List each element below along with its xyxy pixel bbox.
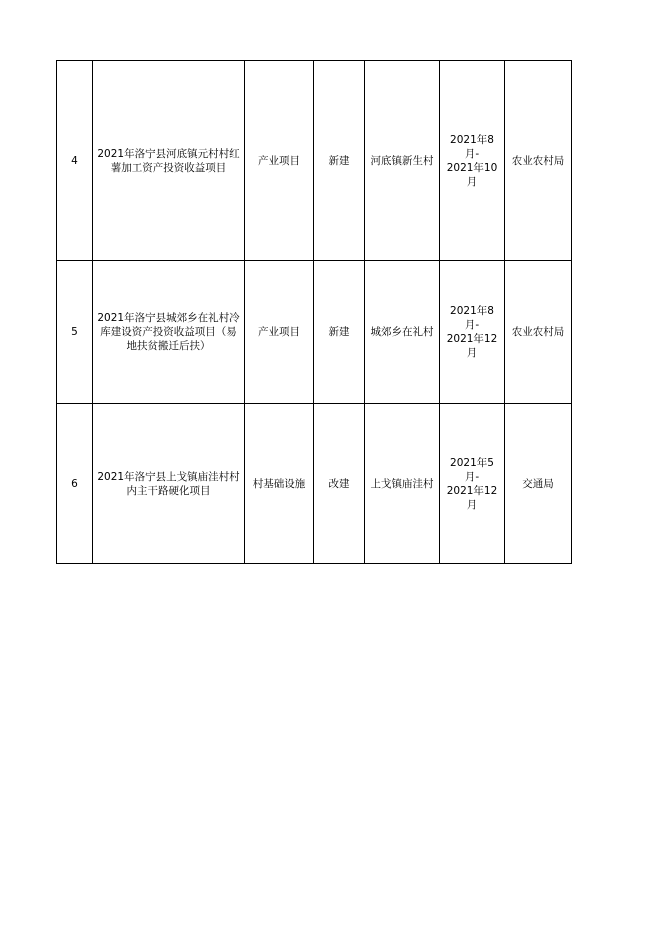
project-name: 2021年洛宁县上戈镇庙洼村村内主干路硬化项目 <box>93 404 245 564</box>
responsible-department: 农业农村局 <box>505 61 572 261</box>
construction-nature: 新建 <box>314 261 365 404</box>
table-row <box>57 61 572 261</box>
table-row <box>57 404 572 564</box>
project-category: 产业项目 <box>245 261 314 404</box>
period-start: 2021年5月- <box>450 456 494 483</box>
responsible-department: 农业农村局 <box>505 261 572 404</box>
construction-nature: 新建 <box>314 61 365 261</box>
project-name: 2021年洛宁县城郊乡在礼村冷库建设资产投资收益项目（易地扶贫搬迁后扶） <box>93 261 245 404</box>
project-location: 城郊乡在礼村 <box>365 261 440 404</box>
period-start: 2021年8月- <box>450 133 494 160</box>
construction-nature: 改建 <box>314 404 365 564</box>
project-period <box>440 404 505 564</box>
project-location: 上戈镇庙洼村 <box>365 404 440 564</box>
period-end: 2021年10月 <box>446 161 498 188</box>
project-period <box>440 61 505 261</box>
responsible-department: 交通局 <box>505 404 572 564</box>
project-category: 村基础设施 <box>245 404 314 564</box>
period-end: 2021年12月 <box>446 333 498 359</box>
project-period <box>440 261 505 404</box>
period-end: 2021年12月 <box>446 484 498 511</box>
project-category: 产业项目 <box>245 61 314 261</box>
project-location: 河底镇新生村 <box>365 61 440 261</box>
period-start: 2021年8月- <box>450 305 494 331</box>
project-table <box>56 60 572 564</box>
project-name: 2021年洛宁县河底镇元村村红薯加工资产投资收益项目 <box>93 61 245 261</box>
row-index: 6 <box>57 404 93 564</box>
row-index: 4 <box>57 61 93 261</box>
table-row <box>57 261 572 404</box>
row-index: 5 <box>57 261 93 404</box>
